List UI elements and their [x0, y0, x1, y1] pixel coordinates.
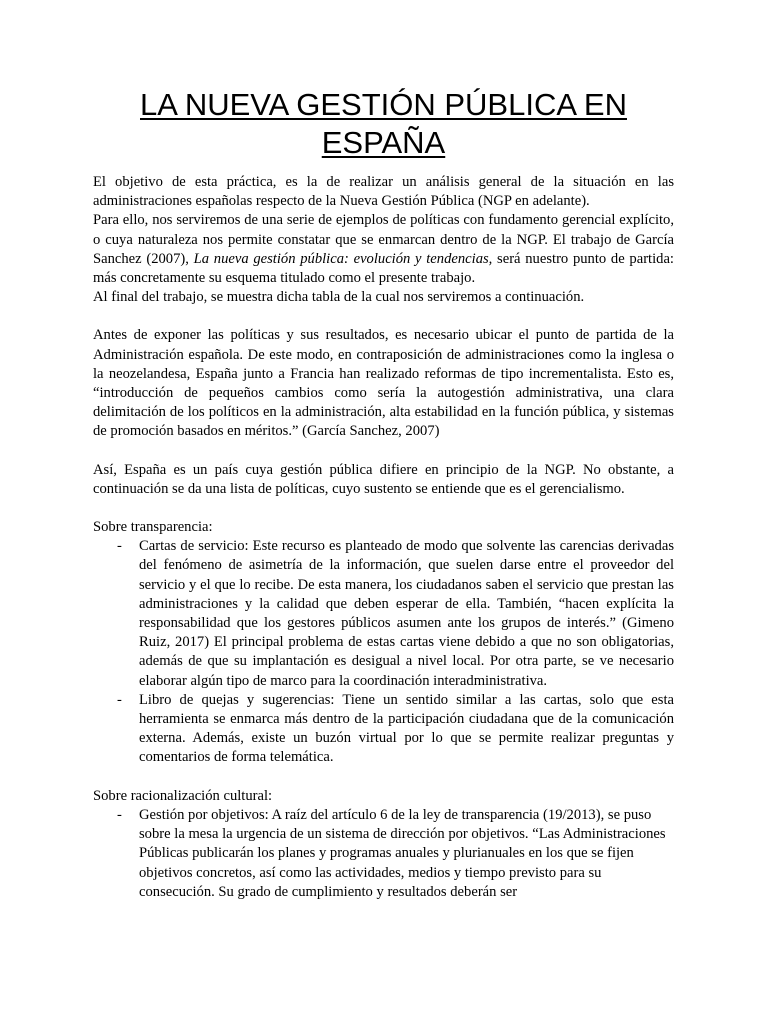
list-bullet: -: [117, 806, 122, 823]
paragraph-spacer: [93, 499, 674, 518]
paragraph-spacer: [93, 307, 674, 326]
intro-method-text-end: será nuestro punto de partida: más concretamente su esquema titulado como el presente trabajo.: [93, 250, 674, 287]
intro-method-text: Para ello, nos serviremos de una serie de ejemplos de políticas con fundamento gerencial explícito, o cuya naturaleza nos permite constatar que se enmarcan dentro de la NGP. El trabajo de García Sanchez (2007),: [93, 212, 674, 267]
cited-work-title: La nueva gestión pública: evolución y tendencias,: [193, 250, 493, 267]
intro-paragraph-method: [93, 211, 674, 288]
context-paragraph: Antes de exponer las políticas y sus resultados, es necesario ubicar el punto de partida de la Administración española. De este modo, en contraposición de administraciones como la inglesa o la neozelandesa, España junto a Francia han realizado reformas de tipo incrementalista. Esto es, “introducción de pequeños cambios como sería la autogestión administrativa, una clara delimitación de los políticos en la administración, alta estabilidad en la función pública, y sistemas de promoción basados en méritos.” (García Sanchez, 2007): [93, 327, 674, 440]
paragraph-spacer: [93, 768, 674, 787]
transparency-heading: Sobre transparencia:: [93, 519, 213, 536]
list-item-text: Cartas de servicio: Este recurso es planteado de modo que solvente las carencias derivadas del fenómeno de asimetría de la información, que suelen darse entre el proveedor del servicio y el que lo recibe. De esta manera, los ciudadanos saben el servicio que prestan las administraciones y la calidad que deben esperar de ella. También, “hacen explícita la responsabilidad que los gestores públicos asumen ante los grupos de interés.” (Gimeno Ruiz, 2017) El principal problema de estas cartas viene debido a que no son obligatorias, además de que su implantación es desigual a nivel local. Por otra parte, se ve necesario elaborar algún tipo de marco para la coordinación interadministrativa.: [139, 538, 674, 689]
document-title: LA NUEVA GESTIÓN PÚBLICA EN ESPAÑA: [140, 87, 627, 160]
list-item-complaints-book: [93, 691, 674, 768]
intro-paragraph-table-note: Al final del trabajo, se muestra dicha tabla de la cual nos serviremos a continuación.: [93, 289, 585, 306]
summary-paragraph: Así, España es un país cuya gestión pública difiere en principio de la NGP. No obstante, a continuación se da una lista de políticas, cuyo sustento se entiende que es el gerencialismo.: [93, 461, 674, 497]
document-page: [93, 86, 674, 902]
list-item-text: Libro de quejas y sugerencias: Tiene un sentido similar a las cartas, solo que esta herramienta se enmarca más dentro de la participación ciudadana que de la comunicación externa. Además, existe un buzón virtual por lo que se permite realizar preguntas y comentarios de forma telemática.: [139, 691, 674, 766]
list-bullet: -: [117, 538, 122, 555]
cultural-heading: Sobre racionalización cultural:: [93, 787, 273, 804]
list-item-management-by-objectives: [93, 806, 674, 902]
list-bullet: -: [117, 691, 122, 708]
intro-paragraph-objective: El objetivo de esta práctica, es la de realizar un análisis general de la situación en las administraciones españolas respecto de la Nueva Gestión Pública (NGP en adelante).: [93, 174, 674, 210]
paragraph-spacer: [93, 442, 674, 461]
transparency-list: [93, 537, 674, 767]
list-item-text: Gestión por objetivos: A raíz del artículo 6 de la ley de transparencia (19/2013), se puso sobre la mesa la urgencia de un sistema de dirección por objetivos. “Las Administraciones Públicas publicarán los planes y programas anuales y plurianuales en los que se fijen objetivos concretos, así como las actividades, medios y tiempo previsto para su consecución. Su grado de cumplimiento y resultados deberán ser: [139, 806, 666, 900]
list-item-service-charters: [93, 537, 674, 691]
cultural-list: [93, 806, 674, 902]
document-body: [93, 173, 674, 902]
